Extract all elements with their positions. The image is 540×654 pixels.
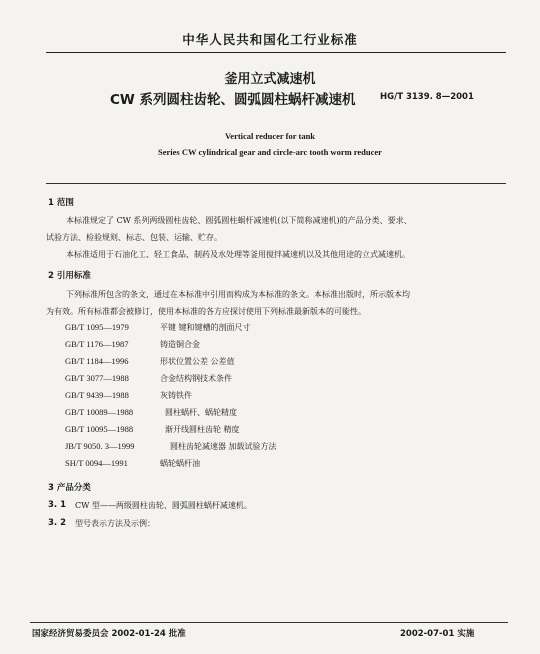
document-title-line2: CW 系列圆柱齿轮、圆弧圆柱蜗杆减速机	[110, 92, 356, 108]
section-1-paragraph-line1: 本标准规定了 CW 系列两级圆柱齿轮、圆弧圆柱蜗杆减速机(以下简称减速机)的产品分类、要求、	[66, 216, 412, 225]
reference-code: JB/T 9050. 3—1999	[65, 441, 135, 451]
section-2-intro-line2: 为有效。所有标准都会被修订，使用本标准的各方应探讨使用下列标准最新版本的可能性。	[46, 307, 366, 316]
subsection-3-1-text: CW 型——两级圆柱齿轮、圆弧圆柱蜗杆减速机。	[75, 501, 252, 510]
reference-code: GB/T 10095—1988	[65, 424, 134, 434]
reference-title: 平键 键和键槽的剖面尺寸	[160, 323, 251, 332]
reference-title: 圆柱齿轮减速器 加载试验方法	[170, 442, 277, 451]
approval-statement: 国家经济贸易委员会 2002-01-24 批准	[32, 629, 186, 639]
document-title-line1: 釜用立式减速机	[224, 72, 316, 87]
section-1-paragraph-line2: 试验方法、检验规则、标志、包装、运输、贮存。	[46, 233, 222, 242]
reference-title: 渐开线圆柱齿轮 精度	[165, 425, 240, 434]
implementation-date: 2002-07-01 实施	[400, 629, 475, 639]
reference-code: GB/T 1184—1996	[65, 356, 129, 366]
reference-code: GB/T 3077—1988	[65, 373, 129, 383]
header-rule	[46, 52, 506, 53]
section-1-paragraph-2: 本标准适用于石油化工、轻工食品、制药及水处理等釜用搅拌减速机以及其他用途的立式减速机。	[66, 250, 410, 259]
reference-title: 形状位置公差 公差值	[160, 357, 235, 366]
section-1-heading: 1 范围	[48, 198, 74, 208]
subsection-3-2-text: 型号表示方法及示例：	[75, 519, 155, 528]
section-divider-rule	[46, 183, 506, 184]
reference-code: GB/T 1095—1979	[65, 322, 129, 332]
english-title-line1: Vertical reducer for tank	[224, 131, 316, 141]
reference-code: SH/T 0094—1991	[65, 458, 128, 468]
reference-title: 合金结构钢技术条件	[160, 374, 232, 383]
standard-code: HG/T 3139. 8—2001	[380, 92, 474, 102]
industry-standard-title: 中华人民共和国化工行业标准	[182, 32, 358, 47]
section-2-heading: 2 引用标准	[48, 271, 91, 281]
english-title-line2: Series CW cylindrical gear and circle-arc tooth worm reducer	[158, 147, 382, 157]
reference-title: 灰铸铁件	[160, 391, 192, 400]
reference-title: 圆柱蜗杆、蜗轮精度	[165, 408, 237, 417]
reference-code: GB/T 9439—1988	[65, 390, 129, 400]
reference-title: 铸造铜合金	[160, 340, 200, 349]
subsection-3-2-number: 3. 2	[48, 518, 67, 528]
section-2-intro-line1: 下列标准所包含的条文，通过在本标准中引用而构成为本标准的条文。本标准出版时，所示版本均	[66, 290, 410, 299]
subsection-3-1-number: 3. 1	[48, 500, 67, 510]
section-3-heading: 3 产品分类	[48, 483, 91, 493]
reference-code: GB/T 10089—1988	[65, 407, 134, 417]
footer-rule	[30, 622, 508, 623]
reference-code: GB/T 1176—1987	[65, 339, 129, 349]
reference-title: 蜗轮蜗杆油	[160, 459, 200, 468]
